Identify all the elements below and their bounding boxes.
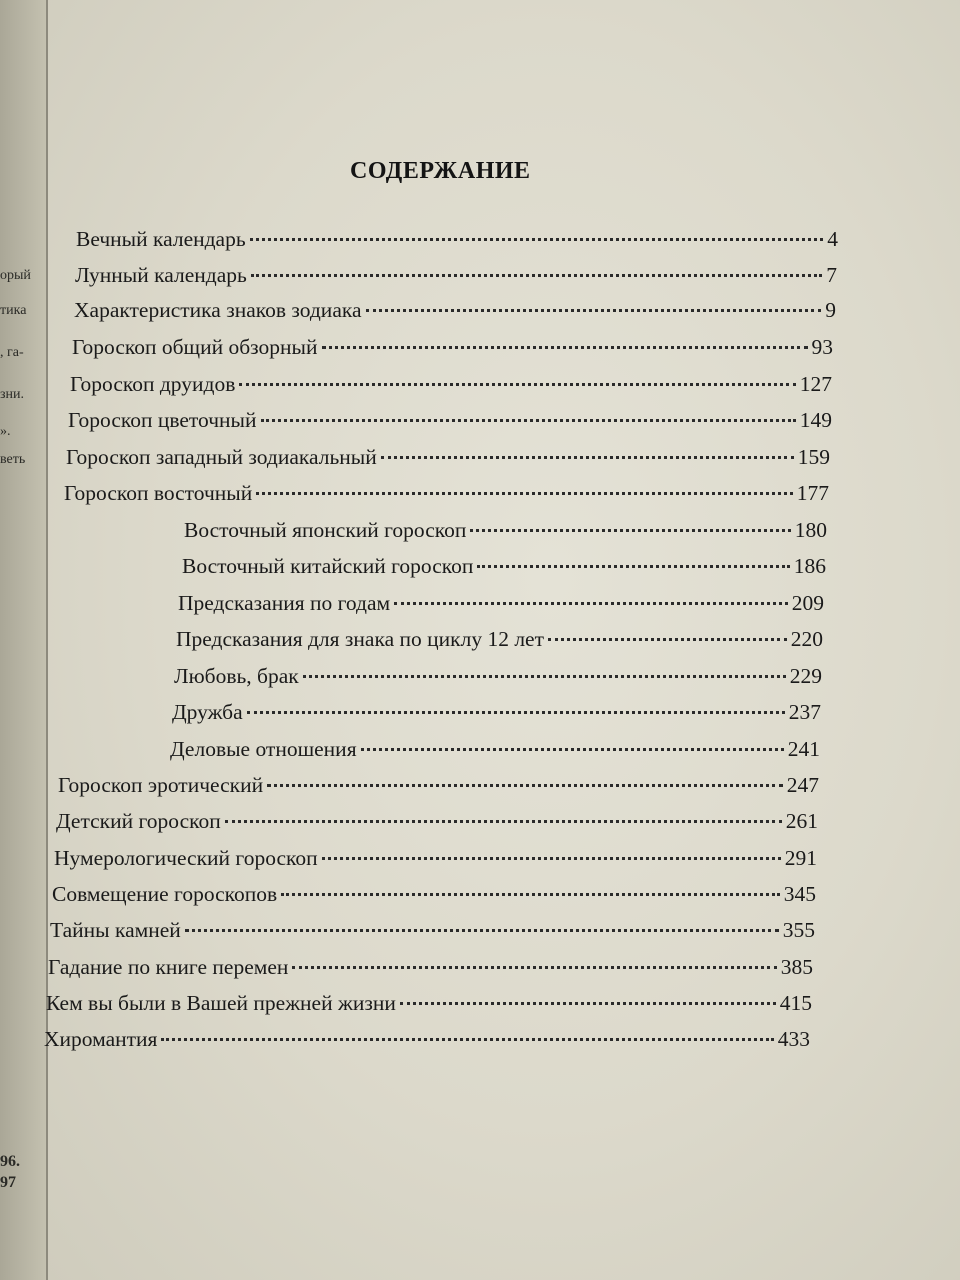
toc-entry-title: Гороскоп эротический	[58, 773, 264, 797]
toc-subentry	[178, 591, 824, 616]
toc-entry-title: Вечный календарь	[76, 227, 246, 251]
toc-leader-dots	[361, 748, 784, 751]
toc-entry-page: 209	[791, 591, 824, 615]
toc-leader-dots	[548, 638, 787, 641]
toc-entry	[44, 1027, 810, 1052]
toc-entry-title: Кем вы были в Вашей прежней жизни	[46, 991, 396, 1015]
toc-entry	[50, 918, 815, 943]
toc-leader-dots	[239, 383, 795, 386]
toc-entry-page: 93	[811, 335, 833, 359]
toc-entry-page: 433	[777, 1027, 810, 1051]
toc-entry	[56, 809, 818, 834]
toc-entry	[58, 773, 819, 798]
toc-entry	[68, 408, 832, 433]
left-page-fragment: тика	[0, 303, 27, 318]
toc-leader-dots	[477, 565, 789, 568]
toc-entry-page: 220	[790, 627, 823, 651]
toc-entry	[74, 298, 836, 323]
toc-leader-dots	[267, 784, 783, 787]
toc-entry-page: 261	[785, 809, 818, 833]
toc-leader-dots	[185, 929, 779, 932]
left-page-fragment: , га-	[0, 345, 24, 360]
toc-entry-page: 149	[799, 408, 832, 432]
toc-entry-page: 345	[783, 882, 816, 906]
toc-entry-page: 4	[827, 227, 838, 251]
toc-leader-dots	[250, 238, 824, 241]
toc-entry-page: 241	[787, 737, 820, 761]
toc-entry	[64, 481, 829, 506]
toc-entry-page: 177	[796, 481, 829, 505]
toc-entry-title: Восточный японский гороскоп	[184, 518, 467, 542]
toc-entry	[76, 227, 838, 252]
toc-subentry	[170, 737, 820, 762]
toc-entry	[70, 372, 832, 397]
toc-entry	[54, 846, 817, 871]
toc-entry-title: Тайны камней	[50, 918, 181, 942]
toc-entry-title: Предсказания по годам	[178, 591, 391, 615]
toc-entry-title: Гороскоп цветочный	[68, 408, 257, 432]
toc-subentry	[172, 700, 821, 725]
toc-leader-dots	[400, 1002, 776, 1005]
toc-entry-page: 355	[782, 918, 815, 942]
left-page-fragment: орый	[0, 268, 31, 283]
toc-entry	[66, 445, 830, 470]
toc-entry-title: Детский гороскоп	[56, 809, 221, 833]
toc-subentry	[176, 627, 823, 652]
toc-entry-title: Гороскоп друидов	[70, 372, 236, 396]
toc-entry-page: 229	[789, 664, 822, 688]
toc-entry-page: 415	[779, 991, 812, 1015]
toc-entry-title: Гороскоп общий обзорный	[72, 335, 318, 359]
toc-subentry	[184, 518, 827, 543]
toc-subentry	[174, 664, 822, 689]
toc-entry-page: 180	[794, 518, 827, 542]
toc-leader-dots	[322, 857, 781, 860]
toc-entry-page: 159	[797, 445, 830, 469]
toc-entry	[52, 882, 816, 907]
toc-leader-dots	[292, 966, 776, 969]
toc-entry-title: Характеристика знаков зодиака	[74, 298, 362, 322]
toc-leader-dots	[256, 492, 792, 495]
toc-leader-dots	[470, 529, 790, 532]
toc-entry-title: Предсказания для знака по циклу 12 лет	[176, 627, 544, 651]
toc-entry-page: 7	[826, 263, 837, 287]
toc-entry-page: 247	[786, 773, 819, 797]
toc-subentry	[182, 554, 826, 579]
toc-entry-title: Гороскоп восточный	[64, 481, 253, 505]
toc-entry-title: Нумерологический гороскоп	[54, 846, 318, 870]
left-page-fragment: веть	[0, 452, 26, 467]
toc-entry-title: Дружба	[172, 700, 243, 724]
toc-leader-dots	[225, 820, 782, 823]
toc-entry	[46, 991, 812, 1016]
left-page-fragment: ».	[0, 424, 11, 439]
toc-leader-dots	[247, 711, 785, 714]
toc-entry-page: 9	[825, 298, 836, 322]
toc-entry-page: 291	[784, 846, 817, 870]
toc-entry-title: Любовь, брак	[174, 664, 299, 688]
toc-entry-page: 385	[780, 955, 813, 979]
toc-entry-title: Восточный китайский гороскоп	[182, 554, 474, 578]
toc-entry-title: Лунный календарь	[75, 263, 247, 287]
toc-entry-title: Гороскоп западный зодиакальный	[66, 445, 377, 469]
left-page-fragment: 97	[0, 1174, 16, 1191]
toc-entry	[75, 263, 837, 288]
toc-entry-title: Деловые отношения	[170, 737, 357, 761]
toc-leader-dots	[261, 419, 796, 422]
toc-entry-title: Совмещение гороскопов	[52, 882, 278, 906]
left-page-edge	[0, 0, 48, 1280]
toc-leader-dots	[161, 1038, 773, 1041]
page-title: СОДЕРЖАНИЕ	[350, 158, 531, 184]
toc-leader-dots	[251, 274, 822, 277]
toc-entry-page: 127	[799, 372, 832, 396]
toc-leader-dots	[303, 675, 786, 678]
toc-entry-page: 186	[793, 554, 826, 578]
toc-leader-dots	[366, 309, 822, 312]
toc-leader-dots	[394, 602, 788, 605]
toc-leader-dots	[281, 893, 780, 896]
toc-entry-page: 237	[788, 700, 821, 724]
toc-entry	[72, 335, 833, 360]
toc-entry	[48, 955, 813, 980]
left-page-fragment: 96.	[0, 1153, 20, 1170]
toc-leader-dots	[322, 346, 808, 349]
toc-leader-dots	[381, 456, 794, 459]
toc-entry-title: Хиромантия	[44, 1027, 158, 1051]
toc-entry-title: Гадание по книге перемен	[48, 955, 289, 979]
left-page-fragment: зни.	[0, 387, 25, 402]
